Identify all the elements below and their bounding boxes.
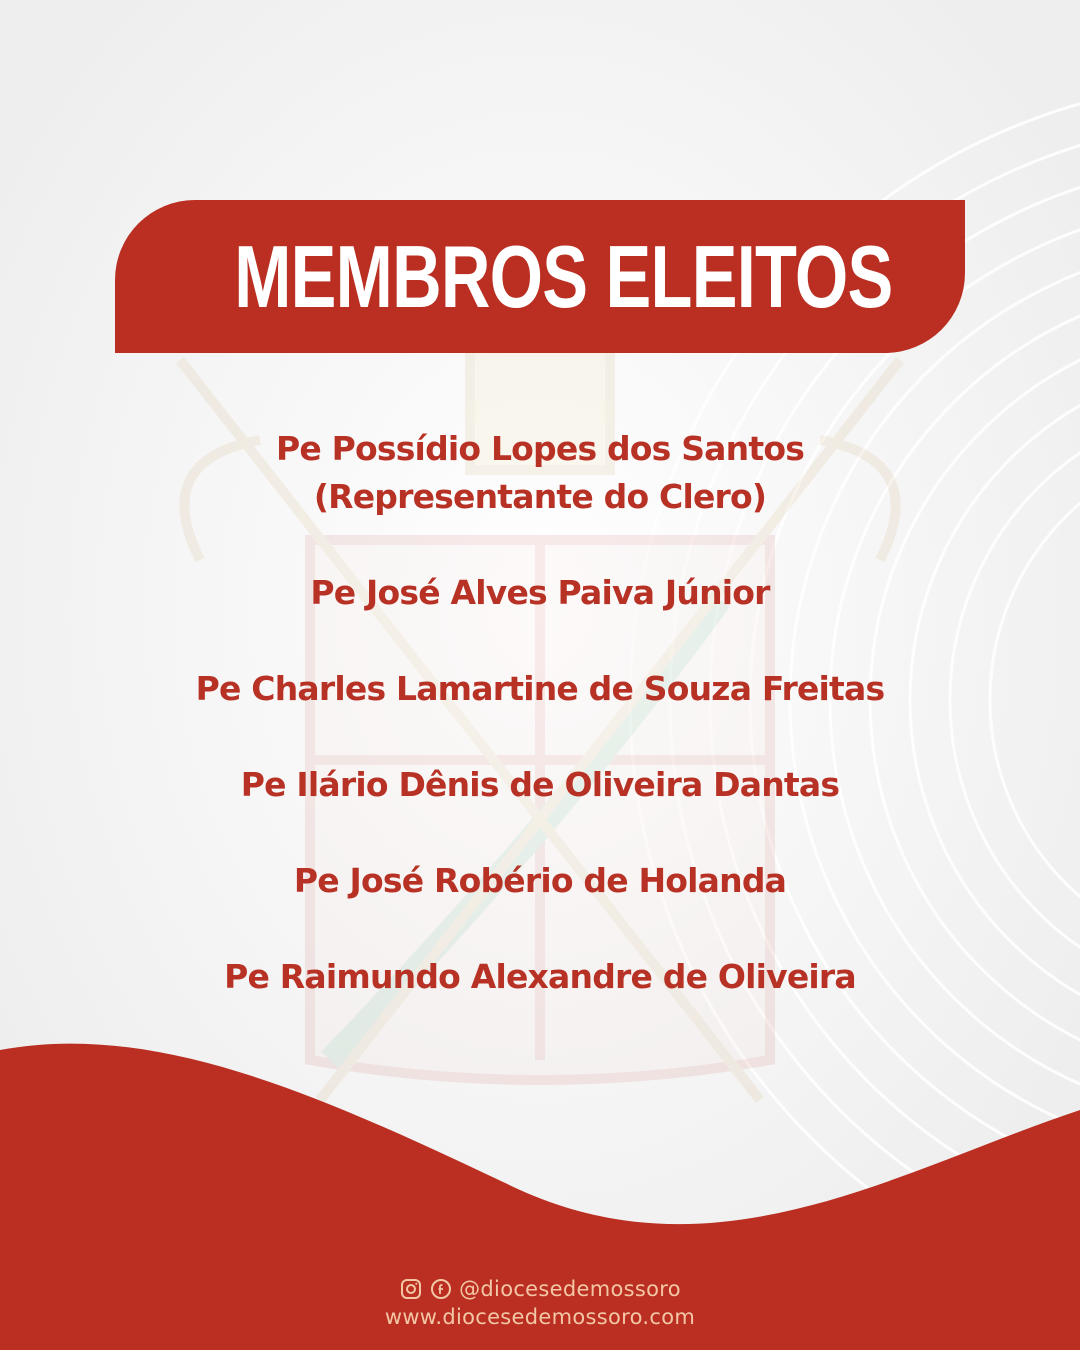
member-name: Pe Charles Lamartine de Souza Freitas [195,669,885,708]
instagram-icon[interactable] [399,1277,423,1301]
social-row [0,1275,1080,1303]
page-title: MEMBROS ELEITOS [234,226,893,326]
member-item [60,953,1020,1001]
member-name: Pe José Alves Paiva Júnior [310,573,770,612]
member-name: Pe Possídio Lopes dos Santos [275,429,805,468]
member-item [60,761,1020,809]
member-name: Pe José Robério de Holanda [293,861,787,900]
member-item [60,665,1020,713]
member-item [60,569,1020,617]
member-name: Pe Raimundo Alexandre de Oliveira [224,957,856,996]
member-name: Pe Ilário Dênis de Oliveira Dantas [240,765,840,804]
member-item [60,425,1020,521]
member-item [60,857,1020,905]
title-banner [115,200,965,353]
footer [0,1275,1080,1331]
members-list [60,425,1020,1049]
social-handle[interactable]: @diocesedemossoro [459,1277,681,1301]
facebook-icon[interactable] [429,1277,453,1301]
website-link[interactable]: www.diocesedemossoro.com [384,1305,696,1329]
member-role: (Representante do Clero) [313,477,767,516]
